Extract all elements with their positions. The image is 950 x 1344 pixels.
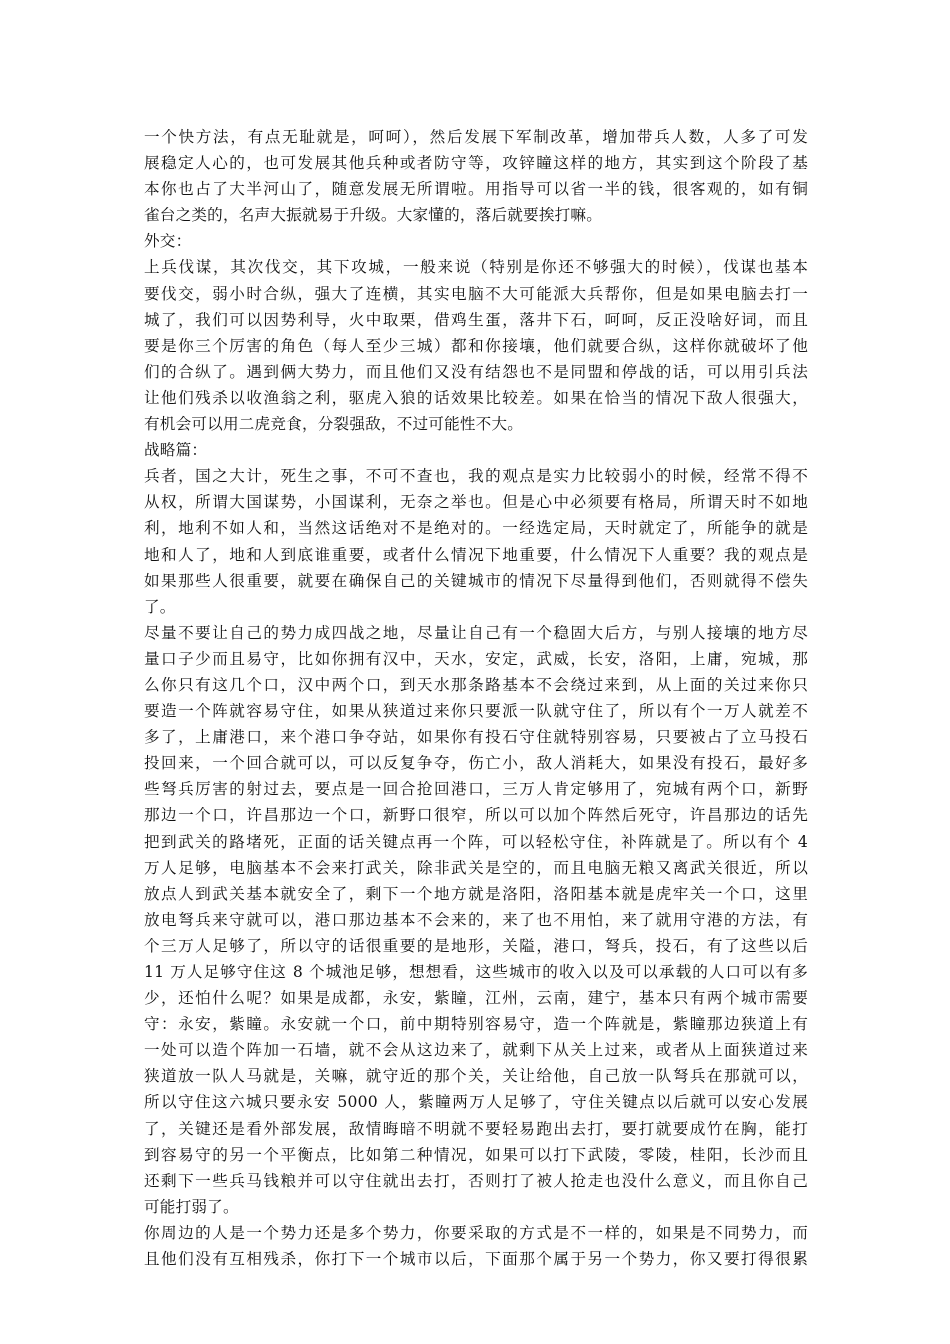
text-line: 些弩兵厉害的射过去，要点是一回合抢回港口，三万人肯定够用了，宛城有两个口，新野	[144, 780, 808, 799]
text-line: 了，关键还是看外部发展，敌情晦暗不明就不要轻易跑出去打，要打就要成竹在胸，能打	[144, 1119, 808, 1138]
text-line: 了。	[144, 597, 176, 616]
text-line: 个三万人足够了，所以守的话很重要的是地形，关隘，港口，弩兵，投石，有了这些以后	[144, 936, 808, 955]
text-line: 投回来，一个回合就可以，可以反复争夺，伤亡小，敌人消耗大，如果没有投石，最好多	[144, 754, 808, 773]
text-line: 守：永安，紫瞳。永安就一个口，前中期特别容易守，造一个阵就是，紫瞳那边狭道上有	[144, 1015, 808, 1034]
text-line: 到容易守的另一个平衡点，比如第二种情况，如果可以打下武陵，零陵，桂阳，长沙而且	[144, 1145, 808, 1164]
text-line: 要造一个阵就容易守住，如果从狭道过来你只要派一队就守住了，所以有个一万人就差不	[144, 702, 808, 721]
text-line: 那边一个口，许昌那边一个口，新野口很窄，所以可以加个阵然后死守，许昌那边的话先	[144, 806, 808, 825]
text-line: 把到武关的路堵死，正面的话关键点再一个阵，可以轻松守住，补阵就是了。所以有个 4	[144, 832, 808, 851]
text-line: 放电弩兵来守就可以，港口那边基本不会来的，来了也不用怕，来了就用守港的方法，有	[144, 910, 808, 929]
text-line: 一个快方法，有点无耻就是，呵呵），然后发展下军制改革，增加带兵人数，人多了可发	[144, 128, 808, 146]
text-line: 你周边的人是一个势力还是多个势力，你要采取的方式是不一样的，如果是不同势力，而	[144, 1223, 808, 1242]
text-line: 让他们残杀以收渔翁之利，驱虎入狼的话效果比较差。如果在恰当的情况下敌人很强大，	[144, 388, 808, 407]
text-line: 可能打弱了。	[144, 1197, 239, 1216]
text-line: 11 万人足够守住这 8 个城池足够，想想看，这些城市的收入以及可以承载的人口可以有多	[144, 963, 808, 981]
text-line: 有机会可以用二虎竞食，分裂强敌，不过可能性不大。	[144, 415, 524, 434]
text-line: 兵者，国之大计，死生之事，不可不查也，我的观点是实力比较弱小的时候，经常不得不	[144, 467, 808, 486]
text-line: 展稳定人心的，也可发展其他兵种或者防守等，攻锌瞳这样的地方，其实到这个阶段了基	[144, 154, 808, 173]
document-body	[144, 124, 808, 1272]
text-line: 所以守住这六城只要永安 5000 人，紫瞳两万人足够了，守住关键点以后就可以安心发展	[144, 1093, 808, 1112]
section-heading-diplomacy: 外交：	[144, 232, 192, 251]
text-line: 量口子少而且易守，比如你拥有汉中，天水，安定，武威，长安，洛阳，上庸，宛城，那	[144, 649, 808, 668]
text-line: 放点人到武关基本就安全了，剩下一个地方就是洛阳，洛阳基本就是虎牢关一个口，这里	[144, 884, 808, 903]
text-line: 们的合纵了。遇到俩大势力，而且他们又没有结怨也不是同盟和停战的话，可以用引兵法	[144, 362, 808, 381]
text-line: 上兵伐谋，其次伐交，其下攻城，一般来说（特别是你还不够强大的时候），伐谋也基本	[144, 258, 808, 277]
text-line: 地和人了，地和人到底谁重要，或者什么情况下地重要，什么情况下人重要？我的观点是	[144, 545, 808, 564]
text-line: 么你只有这几个口，汉中两个口，到天水那条路基本不会绕过来到，从上面的关过来你只	[144, 675, 808, 694]
text-line: 城了，我们可以因势利导，火中取栗，借鸡生蛋，落井下石，呵呵，反正没啥好词，而且	[144, 310, 808, 329]
text-line: 从权，所谓大国谋势，小国谋利，无奈之举也。但是心中必须要有格局，所谓天时不如地	[144, 493, 808, 512]
section-heading-strategy: 战略篇：	[144, 441, 208, 460]
text-line: 尽量不要让自己的势力成四战之地，尽量让自己有一个稳固大后方，与别人接壤的地方尽	[144, 623, 808, 642]
text-line: 要是你三个厉害的角色（每人至少三城）都和你接壤，他们就要合纵，这样你就破坏了他	[144, 336, 808, 355]
text-line: 且他们没有互相残杀，你打下一个城市以后，下面那个属于另一个势力，你又要打得很累	[144, 1250, 808, 1269]
text-line: 狭道放一队人马就是，关嘛，就守近的那个关，关让给他，自己放一队弩兵在那就可以，	[144, 1067, 808, 1086]
text-line: 万人足够，电脑基本不会来打武关，除非武关是空的，而且电脑无粮又离武关很近，所以	[144, 858, 808, 877]
text-line: 利，地利不如人和，当然这话绝对不是绝对的。一经选定局，天时就定了，所能争的就是	[144, 519, 808, 538]
text-line: 少，还怕什么呢？如果是成都，永安，紫瞳，江州，云南，建宁，基本只有两个城市需要	[144, 989, 808, 1008]
text-line: 还剩下一些兵马钱粮并可以守住就出去打，否则打了被人抢走也没什么意义，而且你自己	[144, 1171, 808, 1190]
text-line: 多了，上庸港口，来个港口争夺站，如果你有投石守住就特别容易，只要被占了立马投石	[144, 728, 808, 747]
text-line: 要伐交，弱小时合纵，强大了连横，其实电脑不大可能派大兵帮你，但是如果电脑去打一	[144, 284, 808, 303]
text-line: 雀台之类的，名声大振就易于升级。大家懂的，落后就要挨打嘛。	[144, 206, 603, 225]
text-line: 本你也占了大半河山了，随意发展无所谓啦。用指导可以省一半的钱，很客观的，如有铜	[144, 180, 808, 199]
text-line: 一处可以造个阵加一石墙，就不会从这边来了，就剩下从关上过来，或者从上面狭道过来	[144, 1041, 808, 1060]
text-line: 如果那些人很重要，就要在确保自己的关键城市的情况下尽量得到他们，否则就得不偿失	[144, 571, 808, 590]
